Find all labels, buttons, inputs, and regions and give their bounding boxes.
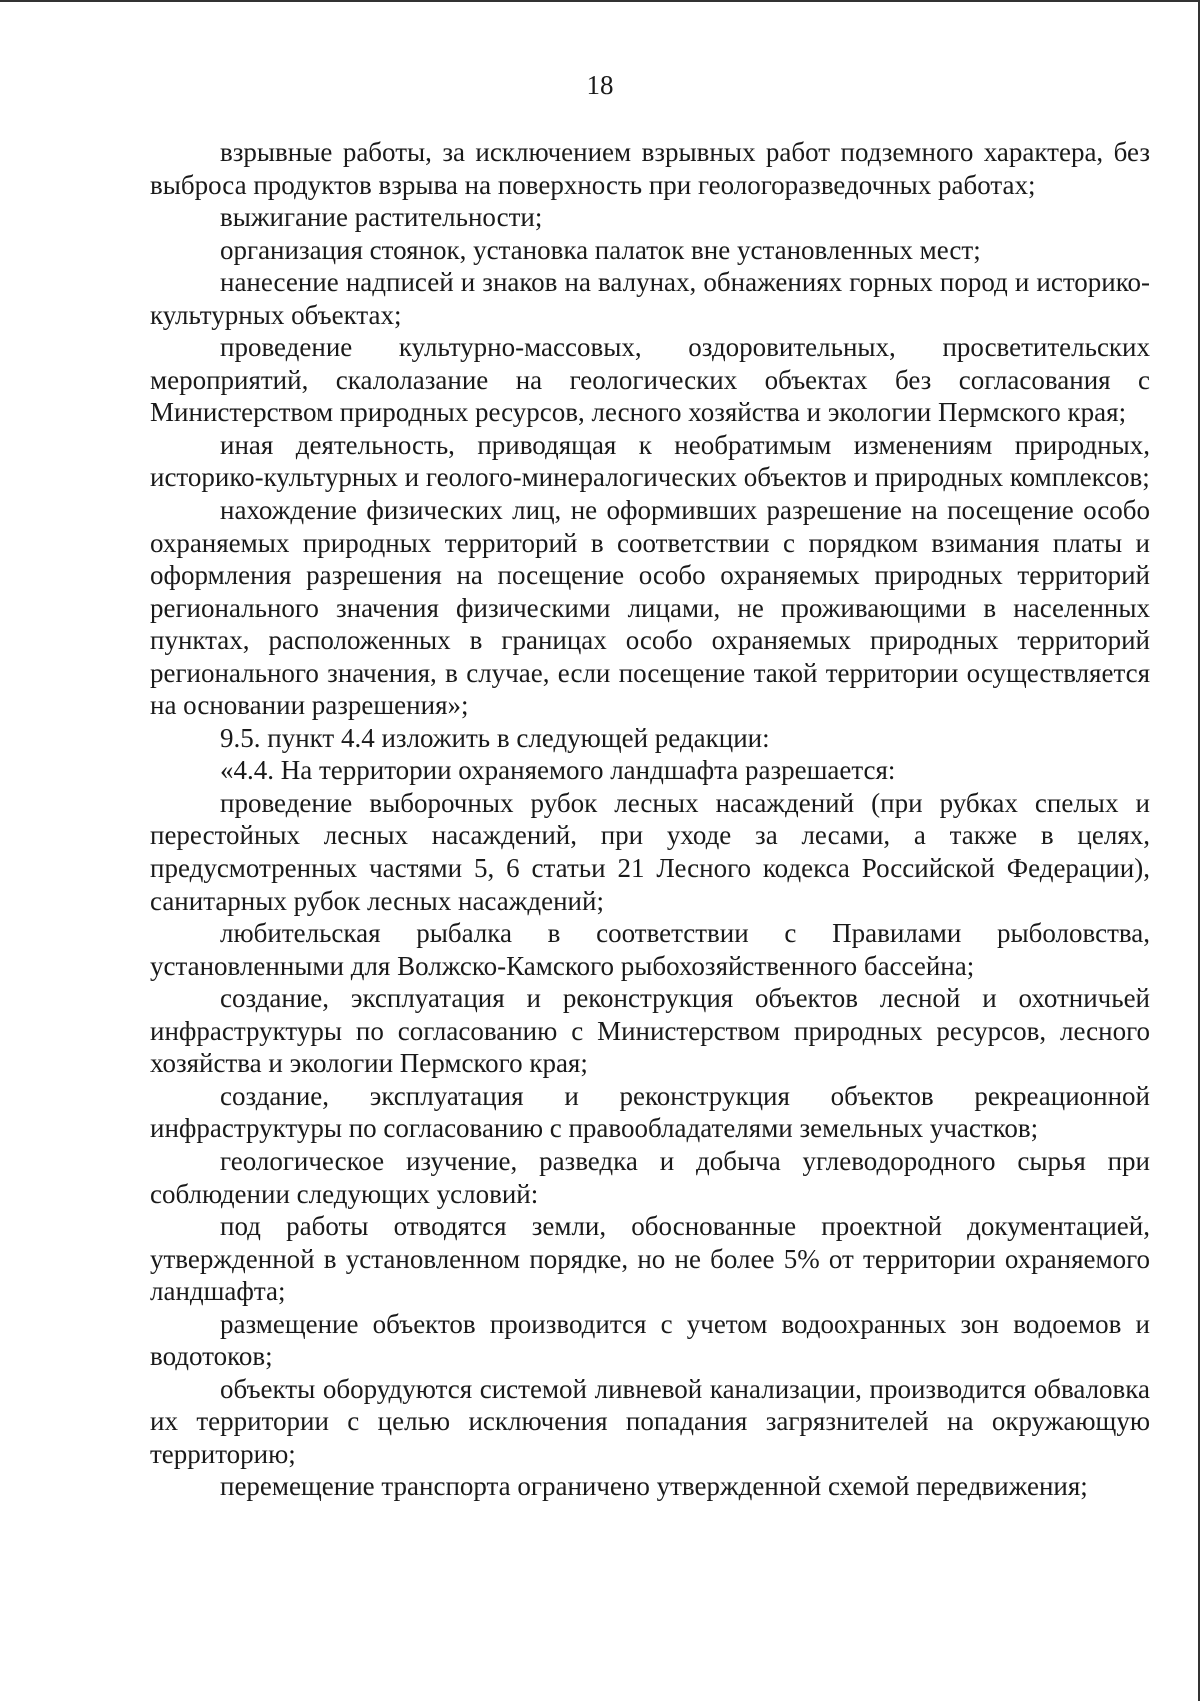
paragraph: перемещение транспорта ограничено утвержденной схемой передвижения;: [220, 1471, 1088, 1502]
paragraph: проведение выборочных рубок лесных насаждений (при рубках спелых и перестойных лесных насаждений, при уходе за лесами, а также в целях, предусмотренных частями 5, 6 статьи 21 Лесного кодекса Российской Федерации), санитарных рубок лесных насаждений;: [150, 787, 1150, 916]
paragraph: проведение культурно-массовых, оздоровительных, просветительских мероприятий, скалолазание на геологических объектах без согласования с Министерством природных ресурсов, лесного хозяйства и экологии Пермского края;: [150, 332, 1150, 428]
paragraph: иная деятельность, приводящая к необратимым изменениям природных, историко-культурных и геолого-минералогических объектов и природных комплексов;: [150, 429, 1150, 493]
paragraph: геологическое изучение, разведка и добыча углеводородного сырья при соблюдении следующих условий:: [150, 1145, 1150, 1209]
scan-edge-top: [0, 0, 1200, 2]
paragraph: под работы отводятся земли, обоснованные проектной документацией, утвержденной в установленном порядке, но не более 5% от территории охраняемого ландшафта;: [150, 1211, 1150, 1307]
paragraph: размещение объектов производится с учетом водоохранных зон водоемов и водотоков;: [150, 1308, 1150, 1372]
paragraph: создание, эксплуатация и реконструкция объектов лесной и охотничьей инфраструктуры по согласованию с Министерством природных ресурсов, лесного хозяйства и экологии Пермского края;: [150, 983, 1150, 1079]
page-number: 18: [586, 70, 614, 100]
paragraph: любительская рыбалка в соответствии с Правилами рыболовства, установленными для Волжско-Камского рыбохозяйственного бассейна;: [150, 918, 1150, 981]
paragraph: создание, эксплуатация и реконструкция объектов рекреационной инфраструктуры по согласованию с правообладателями земельных участков;: [150, 1080, 1150, 1144]
document-body: [150, 136, 1150, 1503]
paragraph: нанесение надписей и знаков на валунах, обнажениях горных пород и историко-культурных объектах;: [150, 267, 1150, 330]
paragraph: нахождение физических лиц, не оформивших разрешение на посещение особо охраняемых природных территорий в соответствии с порядком взимания платы и оформления разрешения на посещение особо охраняемых природных территорий регионального значения физическими лицами, не проживающими в населенных пунктах, расположенных в границах особо охраняемых природных территорий регионального значения, в случае, если посещение такой территории осуществляется на основании разрешения»;: [150, 495, 1150, 721]
paragraph: объекты оборудуются системой ливневой канализации, производится обваловка их территории с целью исключения попадания загрязнителей на окружающую территорию;: [150, 1373, 1150, 1469]
paragraph: взрывные работы, за исключением взрывных работ подземного характера, без выброса продуктов взрыва на поверхность при геологоразведочных работах;: [150, 137, 1150, 200]
paragraph: «4.4. На территории охраняемого ландшафта разрешается:: [220, 755, 896, 786]
paragraph: выжигание растительности;: [220, 202, 543, 233]
paragraph: организация стоянок, установка палаток вне установленных мест;: [220, 234, 981, 265]
paragraph: 9.5. пункт 4.4 изложить в следующей редакции:: [220, 722, 770, 753]
